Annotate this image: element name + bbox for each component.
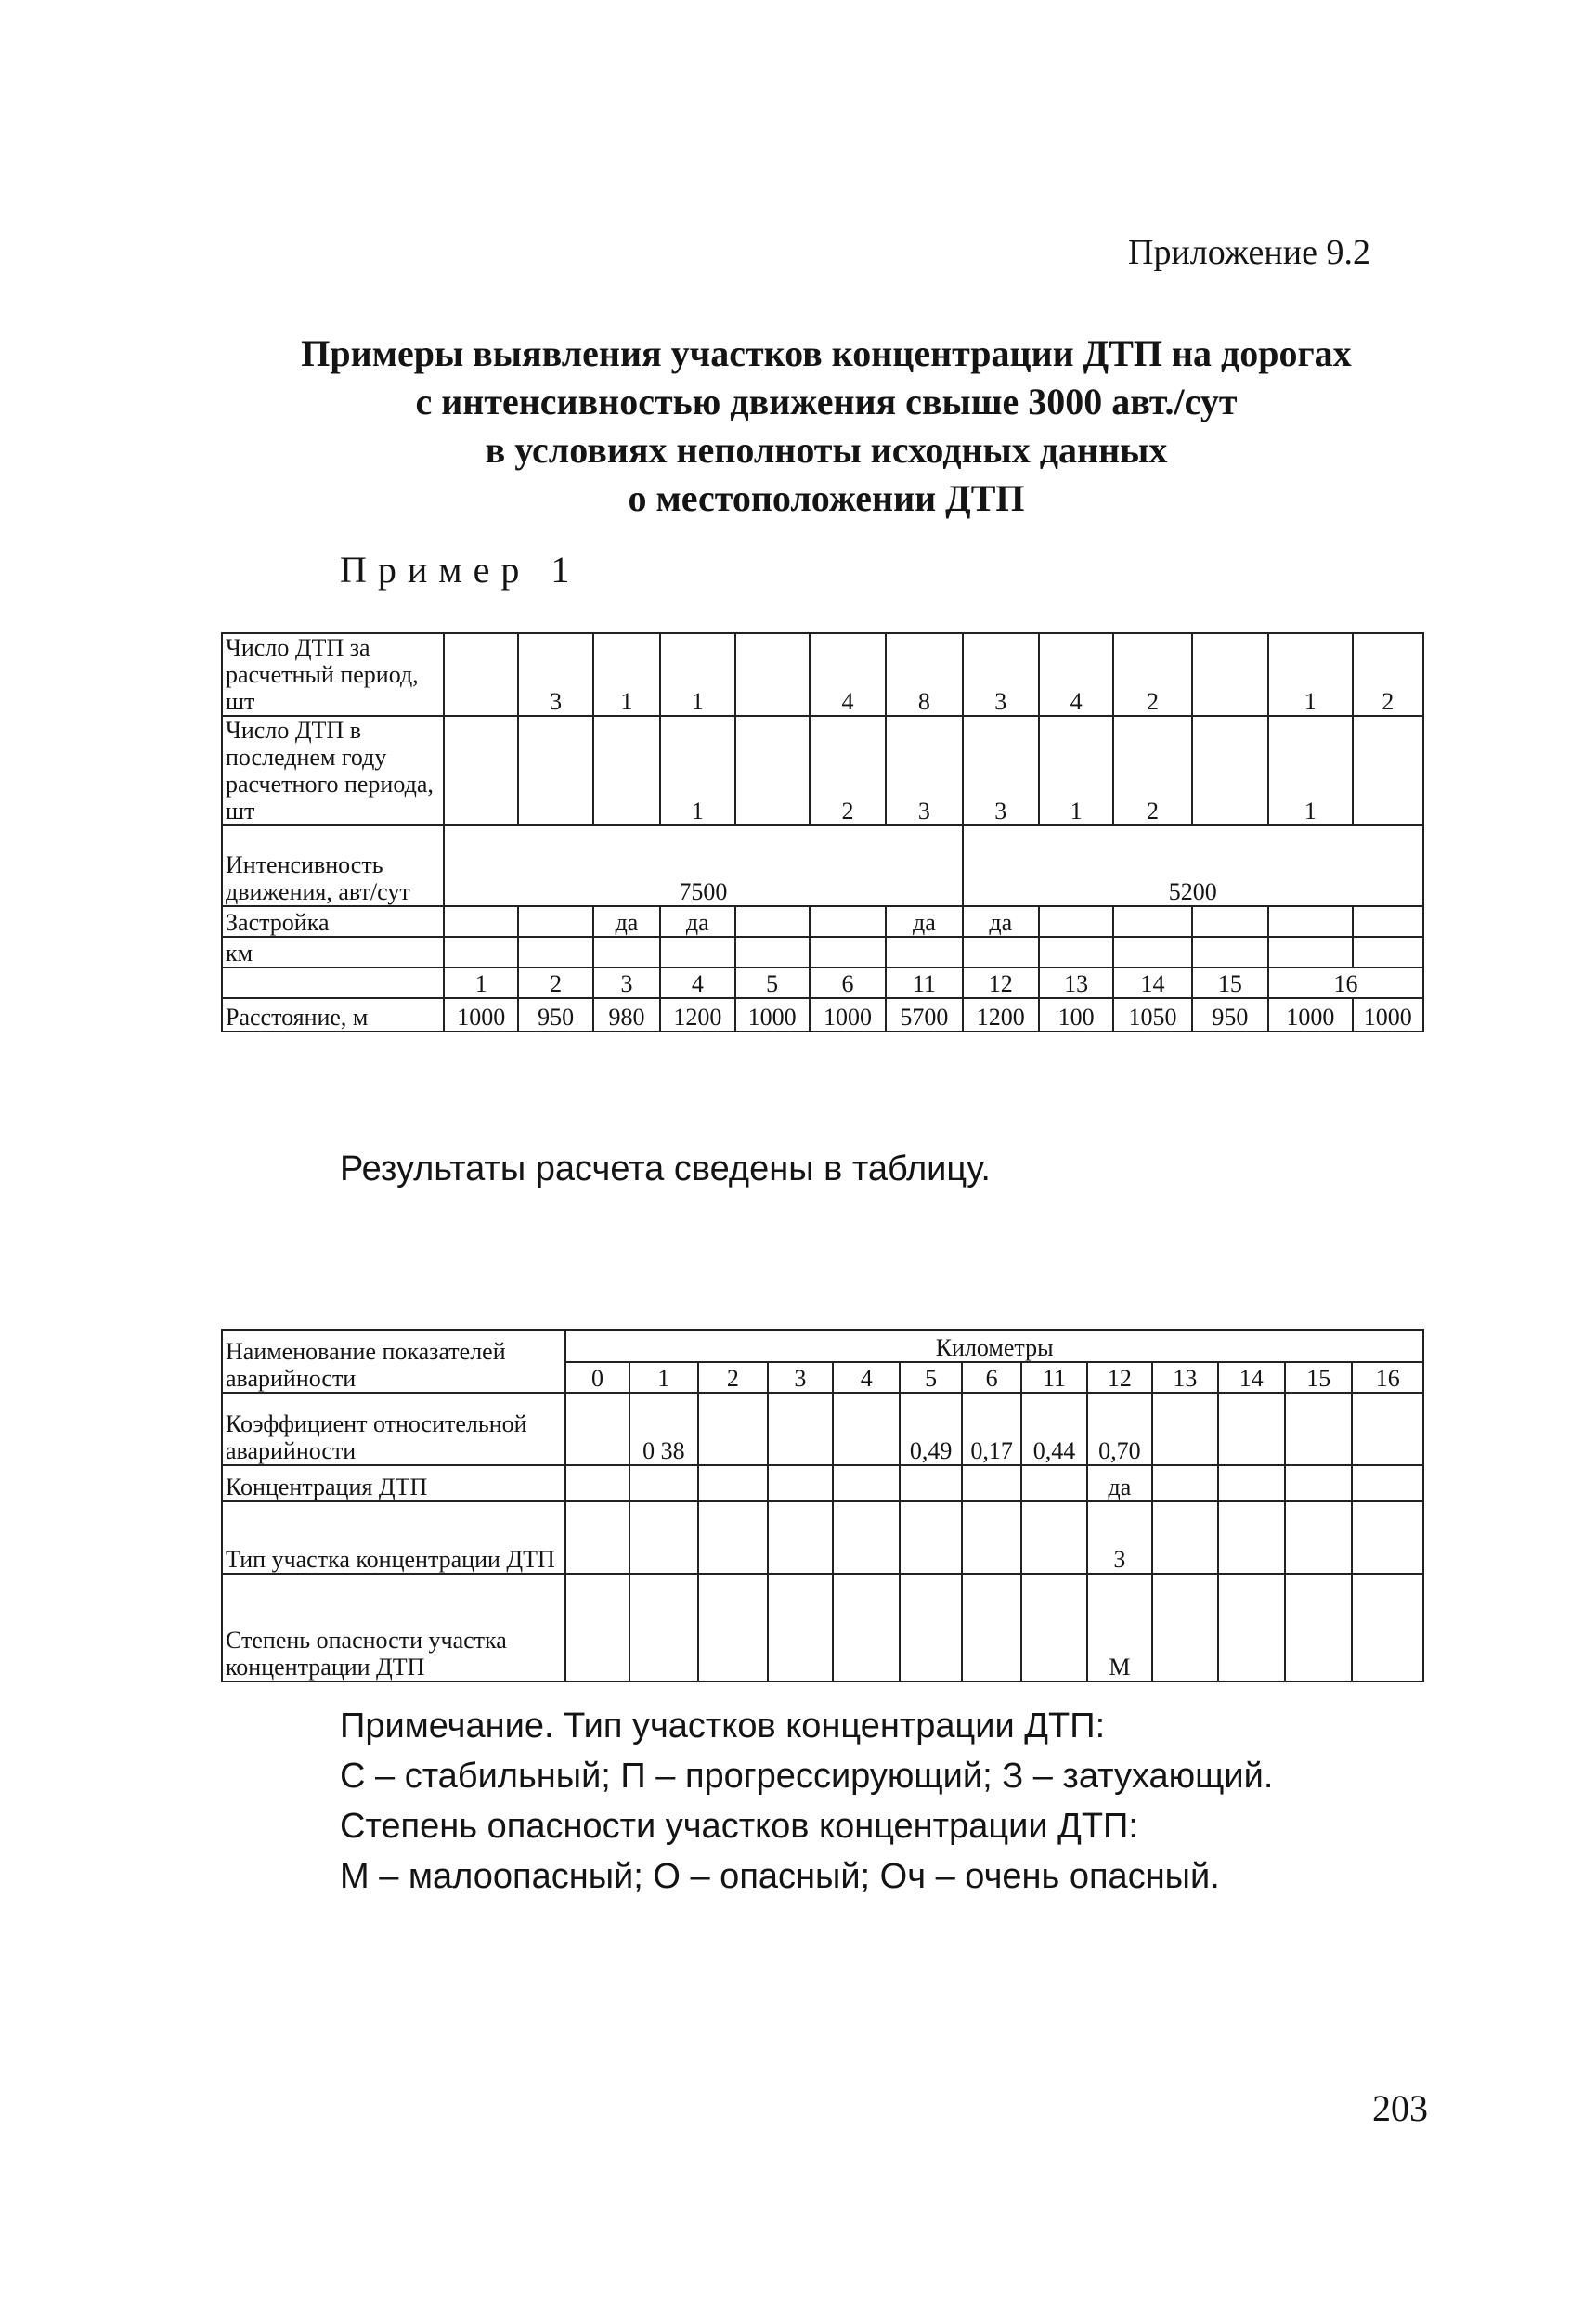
table-cell: 2 xyxy=(810,716,886,825)
table-cell xyxy=(1192,906,1268,937)
table-cell xyxy=(833,1465,900,1501)
table-cell: 100 xyxy=(1039,998,1113,1032)
table-cell xyxy=(735,633,810,716)
km-header: 3 xyxy=(768,1362,833,1393)
table-cell xyxy=(1353,716,1423,825)
table-cell xyxy=(1021,1501,1086,1574)
table-cell: 4 xyxy=(810,633,886,716)
row-label: Степень опасности участка концентрации ДТП xyxy=(222,1574,565,1681)
km-number: 5 xyxy=(735,967,810,998)
table-cell: 950 xyxy=(518,998,592,1032)
km-header: 16 xyxy=(1352,1362,1423,1393)
table-cell: 2 xyxy=(1353,633,1423,716)
table-cell xyxy=(1152,1501,1217,1574)
table-cell xyxy=(833,1501,900,1574)
table-cell: да xyxy=(963,906,1039,937)
table-cell: 1 xyxy=(1268,716,1352,825)
table-cell xyxy=(1152,1465,1217,1501)
title-line: о местоположении ДТП xyxy=(628,477,1025,519)
table-cell: 980 xyxy=(593,998,660,1032)
table-row xyxy=(222,1465,1423,1501)
table-cell xyxy=(444,633,518,716)
table-cell: 1 xyxy=(660,633,734,716)
note-line: С – стабильный; П – прогрессирующий; З – затухающий. xyxy=(340,1757,1274,1796)
km-header: 6 xyxy=(962,1362,1021,1393)
intensity-row xyxy=(222,825,1423,906)
km-number: 4 xyxy=(660,967,734,998)
table-row xyxy=(222,633,1423,716)
km-header: 14 xyxy=(1218,1362,1285,1393)
note-line: Степень опасности участков концентрации ДТП: xyxy=(340,1807,1138,1846)
row-label: Коэффициент относительной аварийности xyxy=(222,1393,565,1465)
table-cell xyxy=(629,1574,698,1681)
table-cell xyxy=(1218,1501,1285,1574)
title-line: с интенсивностью движения свыше 3000 авт./сут xyxy=(415,381,1238,422)
table-cell xyxy=(810,937,886,967)
km-label-row xyxy=(222,937,1423,967)
km-header: 4 xyxy=(833,1362,900,1393)
row-label: Расстояние, м xyxy=(222,998,444,1032)
table-cell xyxy=(1218,1574,1285,1681)
intensity-value: 5200 xyxy=(963,825,1423,906)
results-table xyxy=(221,1329,1424,1682)
table-cell xyxy=(1353,937,1423,967)
header-label: Наименование показателей аварийности xyxy=(222,1330,565,1393)
km-header: 13 xyxy=(1152,1362,1217,1393)
km-header: 0 xyxy=(565,1362,629,1393)
table-cell: да xyxy=(886,906,962,937)
table-cell xyxy=(768,1574,833,1681)
table-cell: 1 xyxy=(593,633,660,716)
km-header: 1 xyxy=(629,1362,698,1393)
table-cell: 1050 xyxy=(1113,998,1191,1032)
table-cell xyxy=(735,906,810,937)
km-number: 3 xyxy=(593,967,660,998)
table-cell xyxy=(1352,1501,1423,1574)
table-cell: 2 xyxy=(1113,633,1191,716)
table-cell xyxy=(1113,937,1191,967)
km-number: 13 xyxy=(1039,967,1113,998)
table-cell xyxy=(1352,1393,1423,1465)
table-cell: да xyxy=(660,906,734,937)
table-cell: М xyxy=(1087,1574,1152,1681)
km-header: 5 xyxy=(900,1362,961,1393)
table-cell xyxy=(1192,937,1268,967)
table-cell xyxy=(833,1574,900,1681)
table-cell xyxy=(1218,1465,1285,1501)
table-cell xyxy=(518,937,592,967)
row-label: км xyxy=(222,937,444,967)
table-cell xyxy=(735,716,810,825)
table-cell: 1000 xyxy=(444,998,518,1032)
row-label: Число ДТП в последнем году расчетного периода, шт xyxy=(222,716,444,825)
table-cell xyxy=(900,1501,961,1574)
table-cell: 950 xyxy=(1192,998,1268,1032)
table-cell xyxy=(518,716,592,825)
km-number: 6 xyxy=(810,967,886,998)
table-cell xyxy=(698,1393,767,1465)
table-cell xyxy=(1021,1574,1086,1681)
km-number: 11 xyxy=(886,967,962,998)
table-cell xyxy=(444,937,518,967)
intensity-value: 7500 xyxy=(444,825,963,906)
table-cell: 1200 xyxy=(963,998,1039,1032)
table-cell xyxy=(444,906,518,937)
table-cell xyxy=(698,1574,767,1681)
row-label xyxy=(222,967,444,998)
table-cell xyxy=(1039,906,1113,937)
table-cell: 0,70 xyxy=(1087,1393,1152,1465)
page-title xyxy=(186,330,1467,523)
table-cell xyxy=(565,1501,629,1574)
table-cell xyxy=(1192,633,1268,716)
table-cell xyxy=(768,1501,833,1574)
table-cell: 0,44 xyxy=(1021,1393,1086,1465)
table-cell xyxy=(629,1501,698,1574)
table-row xyxy=(222,716,1423,825)
table-cell: 3 xyxy=(963,716,1039,825)
table-cell xyxy=(698,1501,767,1574)
table-cell xyxy=(660,937,734,967)
km-number-row xyxy=(222,967,1423,998)
table-cell xyxy=(810,906,886,937)
row-label: Концентрация ДТП xyxy=(222,1465,565,1501)
table-cell: да xyxy=(1087,1465,1152,1501)
table-cell xyxy=(518,906,592,937)
table-cell: 2 xyxy=(1113,716,1191,825)
table-cell xyxy=(1268,937,1352,967)
km-header: 15 xyxy=(1285,1362,1352,1393)
table-cell: 1 xyxy=(1039,716,1113,825)
table-cell xyxy=(593,716,660,825)
table-cell: З xyxy=(1087,1501,1152,1574)
row-label: Застройка xyxy=(222,906,444,937)
table-cell xyxy=(1352,1465,1423,1501)
table-cell xyxy=(1021,1465,1086,1501)
table-cell: 0,49 xyxy=(900,1393,961,1465)
table-cell: 1200 xyxy=(660,998,734,1032)
table-cell xyxy=(565,1574,629,1681)
table-cell xyxy=(1285,1501,1352,1574)
table-cell xyxy=(565,1393,629,1465)
km-number: 2 xyxy=(518,967,592,998)
table-cell xyxy=(698,1465,767,1501)
table-cell xyxy=(768,1393,833,1465)
table-cell xyxy=(1113,906,1191,937)
table-cell xyxy=(962,1574,1021,1681)
table-cell xyxy=(1218,1393,1285,1465)
km-number: 12 xyxy=(963,967,1039,998)
table-cell xyxy=(444,716,518,825)
km-number: 16 xyxy=(1268,967,1423,998)
km-header: 2 xyxy=(698,1362,767,1393)
table-cell xyxy=(1353,906,1423,937)
table-cell: 3 xyxy=(518,633,592,716)
table-cell: 0 38 xyxy=(629,1393,698,1465)
table-cell xyxy=(900,1465,961,1501)
title-line: в условиях неполноты исходных данных xyxy=(485,429,1168,471)
building-row xyxy=(222,906,1423,937)
appendix-label: Приложение 9.2 xyxy=(1128,233,1370,272)
header-group: Километры xyxy=(565,1330,1423,1362)
table-cell xyxy=(1285,1393,1352,1465)
source-data-table xyxy=(221,632,1424,1032)
table-cell xyxy=(565,1465,629,1501)
table-cell: 8 xyxy=(886,633,962,716)
table-cell: 3 xyxy=(963,633,1039,716)
example-label: Пример 1 xyxy=(340,549,581,591)
table-cell: 3 xyxy=(886,716,962,825)
note-line: М – малоопасный; О – опасный; Оч – очень опасный. xyxy=(340,1857,1220,1896)
table-cell xyxy=(833,1393,900,1465)
table-cell xyxy=(962,1501,1021,1574)
km-number: 1 xyxy=(444,967,518,998)
distance-row xyxy=(222,998,1423,1032)
km-number: 14 xyxy=(1113,967,1191,998)
header-row xyxy=(222,1330,1423,1362)
table-cell: 0,17 xyxy=(962,1393,1021,1465)
table-cell xyxy=(1192,716,1268,825)
row-label: Тип участка концентрации ДТП xyxy=(222,1501,565,1574)
table-cell xyxy=(1152,1393,1217,1465)
table-cell xyxy=(735,937,810,967)
table-cell: 1000 xyxy=(810,998,886,1032)
table-row xyxy=(222,1574,1423,1681)
table-cell xyxy=(768,1465,833,1501)
row-label: Интенсивность движения, авт/сут xyxy=(222,825,444,906)
table-cell xyxy=(962,1465,1021,1501)
title-line: Примеры выявления участков концентрации ДТП на дорогах xyxy=(301,332,1352,374)
table-cell xyxy=(593,937,660,967)
table-cell: 1000 xyxy=(735,998,810,1032)
page-number: 203 xyxy=(1372,2087,1428,2129)
table-row xyxy=(222,1501,1423,1574)
note-line: Примечание. Тип участков концентрации ДТП: xyxy=(340,1707,1106,1746)
table-cell xyxy=(963,937,1039,967)
row-label: Число ДТП за расчетный период, шт xyxy=(222,633,444,716)
table-cell: 1000 xyxy=(1268,998,1352,1032)
result-text: Результаты расчета сведены в таблицу. xyxy=(340,1149,991,1188)
table-cell: 5700 xyxy=(886,998,962,1032)
table-cell: 1000 xyxy=(1353,998,1423,1032)
table-cell xyxy=(1039,937,1113,967)
table-cell xyxy=(1285,1465,1352,1501)
table-cell xyxy=(886,937,962,967)
km-header: 12 xyxy=(1087,1362,1152,1393)
table-cell xyxy=(1285,1574,1352,1681)
table-cell xyxy=(1152,1574,1217,1681)
table-cell xyxy=(1268,906,1352,937)
table-row xyxy=(222,1393,1423,1465)
km-number: 15 xyxy=(1192,967,1268,998)
note xyxy=(340,1701,1500,1902)
table-cell xyxy=(900,1574,961,1681)
table-cell: да xyxy=(593,906,660,937)
table-cell: 4 xyxy=(1039,633,1113,716)
table-cell xyxy=(629,1465,698,1501)
table-cell: 1 xyxy=(660,716,734,825)
table-cell: 1 xyxy=(1268,633,1352,716)
km-header: 11 xyxy=(1021,1362,1086,1393)
table-cell xyxy=(1352,1574,1423,1681)
